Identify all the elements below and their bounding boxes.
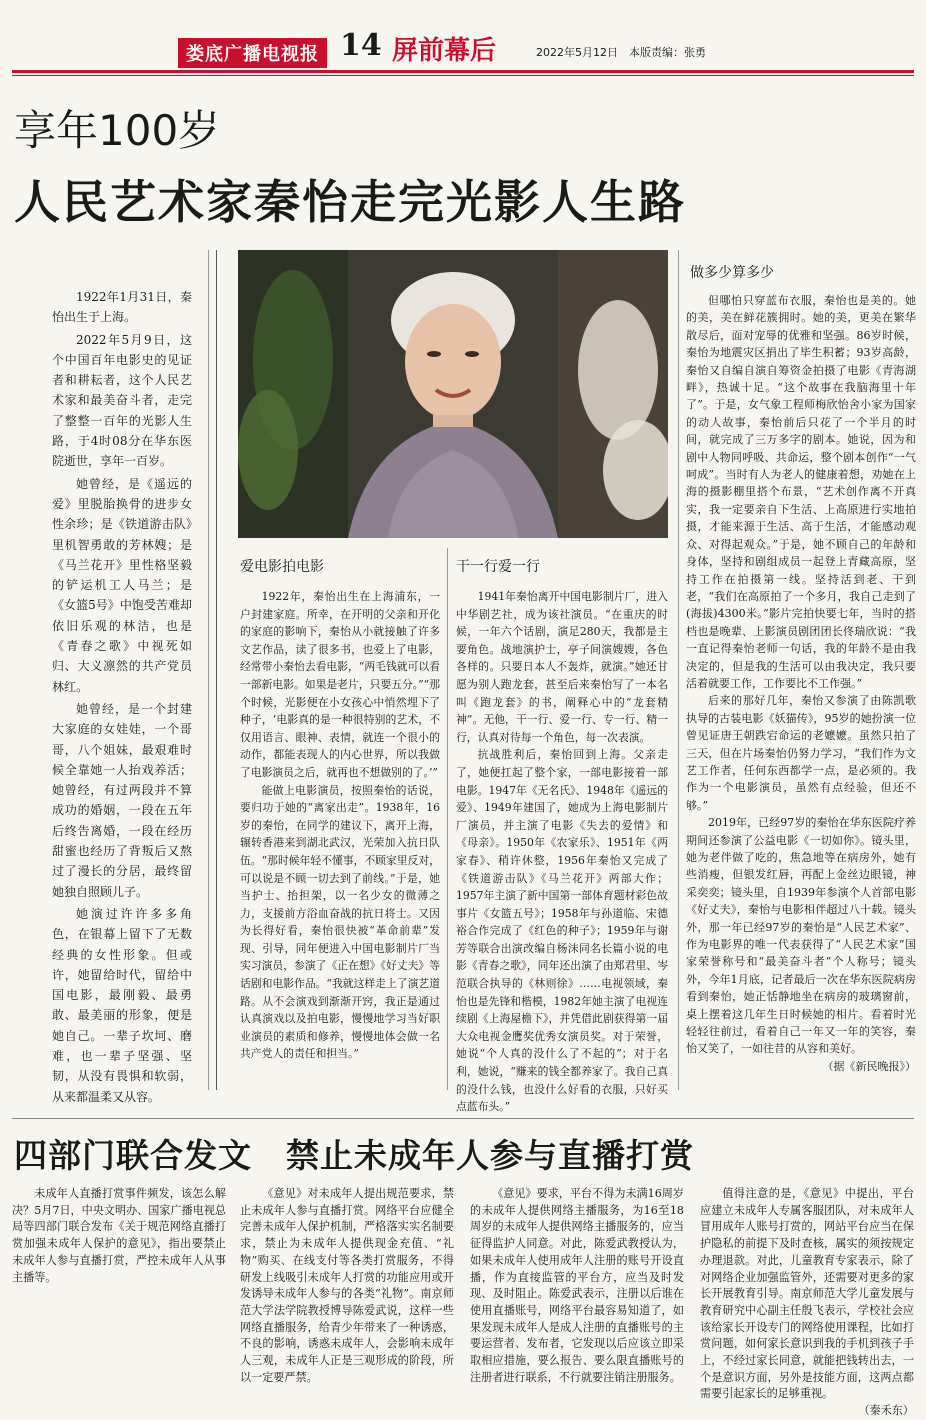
- article-divider: [12, 1118, 914, 1119]
- intro-paragraph: 她曾经，是一个封建大家庭的女娃娃，一个哥哥，八个姐妹，最艰难时候全靠她一人抬戏养活；她曾经，有过两段并不算成功的婚姻，一段在五年后终告离婚，一段在经历甜蜜也经历了背叛后又熬过了漫长的分居，最终留她独自照顾儿子。: [52, 701, 192, 899]
- article2-column-4: [700, 1186, 914, 1420]
- brand-logo: 娄底广播电视报: [178, 38, 327, 68]
- section-title: 屏前幕后: [392, 36, 497, 66]
- article2-column-1: [12, 1186, 226, 1286]
- section-b-title: 干一行爱一行: [456, 559, 540, 575]
- paragraph: 1922年，秦怡出生在上海浦东，一户封建家庭。所幸，在开明的父亲和开化的家庭的影响下，秦怡从小就接触了许多文艺作品，读了很多书，也爱上了电影，经常带小秦怡去看电影，“两毛钱就可以看一部新电影。如果是老片，只要五分。”“那个时候，光影便在小女孩心中悄然埋下了种子，‘电影真的是一种很特别的艺术，不仅用语言、眼神、表情，就连一个很小的动作，都能表现人的内心世界，所以我做了电影演员之后，就再也不想做别的了。’”: [240, 590, 440, 779]
- paragraph: 未成年人直播打赏事件频发，该怎么解决？5月7日，中央文明办、国家广播电视总局等四部门联合发布《关于规范网络直播打赏加强未成年人保护的意见》，指出要禁止未成年人参与直播打赏，严控未成年人从事主播等。: [12, 1187, 226, 1284]
- paragraph: 1941年秦怡离开中国电影制片厂，进入中华剧艺社，成为该社演员。“在重庆的时候，一年六个话剧，演足280天，我都是主要角色。战地演护士，亭子间演嫂嫂，各色各样的。只要日本人不轰炸，就演。”她还甘愿为别人跑龙套，甚至后来秦怡写了一本名叫《跑龙套》的书，阐释心中的“龙套精神”。无他，干一行、爱一行、专一行、精一行，认真对待每一个角色，每一次表演。: [456, 590, 668, 744]
- headline-line2: 人民艺术家秦怡走完光影人生路: [14, 175, 686, 229]
- section-a-body: [240, 588, 440, 1063]
- header-rule-thin: [12, 75, 914, 76]
- column-divider: [216, 250, 217, 1090]
- paragraph: 后来的那好几年，秦怡又参演了由陈凯歌执导的古装电影《妖猫传》，95岁的她扮演一位曾见证唐王朝跌宕命运的老嬷嬷。虽然只拍了三天，但在片场秦怡仍努力学习，“我们作为文艺工作者，任何东西都学一点，是必须的。我作为一个电影演员，虽然有点经验，但还不够。”: [686, 694, 916, 812]
- header-rule: [12, 70, 914, 73]
- paragraph: 能做上电影演员，按照秦怡的话说，要归功于她的“离家出走”。1938年，16岁的秦怡，在同学的建议下，离开上海，辗转香港来到湖北武汉，光荣加入抗日队伍。“那时候年轻不懂事，不顾家里反对，可以说是不顾一切去到了前线。”于是，她当护士、抬担架，以一名少女的微薄之力，支援前方浴血奋战的抗日将士。又因为长得好看，秦怡很快被“革命前辈”发现、引导，同年便进入中国电影制片厂当实习演员，参演了《正在想》《好丈夫》等话剧和电影作品。“我就这样走上了演艺道路。从不会演戏到渐渐开窍，我正是通过认真演戏以及拍电影，慢慢地学习当好职业演员的素质和修养，慢慢地体会做一名共产党人的责任和担当。”: [240, 783, 440, 1061]
- paragraph: 但哪怕只穿蓝布衣服，秦怡也是美的。她的美，美在鲜花簇拥时。她的美，更美在繁华散尽后，面对宠辱的优雅和坚强。86岁时候，秦怡为地震灾区捐出了毕生积蓄；93岁高龄，秦怡又自编自演自筹资金拍摄了电影《青海湖畔》，热诚十足。“这个故事在我脑海里十年了”。于是，女气象工程师梅欣怡舍小家为国家的动人故事，秦怡前后只花了一个半月的时间，就完成了三万多字的剧本。她说，因为和剧中人物同呼吸、共命运，整个剧本创作“一气呵成”。当时有人为老人的健康着想，劝她在上海的摄影棚里搭个布景，“艺术创作离不开真实，我一定要亲自下生活、上高原进行实地拍摄，才能来源于生活、高于生活，才能感动观众、对得起观众。”于是，她不顾自己的年龄和身体，坚持和剧组成员一起登上青藏高原，坚持工作在拍摄第一线。坚持活到老、干到老，“我们在高原拍了一个多月，我自己走到了(海拔)4300米。”影片完拍快要七年，当时的搭档也是晚辈、上影演员剧团团长佟瑞欣说：“我一直记得秦怡老师一句话，我的年龄不是由我决定的，但是我的生活可以由我决定，我只要活着就要工作，工作要比不工作强。”: [686, 294, 916, 690]
- intro-paragraph: 她演过许许多多角色，在银幕上留下了无数经典的女性形象。但或许，她留给时代，留给中国电影，最刚毅、最勇敢、最美丽的形象，便是她自己。一辈子坎坷、磨难，也一辈子坚强、坚韧，从没有畏惧和软弱，从来都温柔又从容。: [52, 906, 192, 1104]
- column-divider: [447, 548, 448, 1090]
- page-number: 14: [340, 28, 382, 63]
- intro-paragraph: 2022年5月9日，这个中国百年电影史的见证者和耕耘者，这个人民艺术家和最美奋斗者，走完了整整一百年的光影人生路，于4时08分在华东医院逝世，享年一百岁。: [52, 332, 192, 469]
- paragraph: 《意见》要求，平台不得为未满16周岁的未成年人提供网络主播服务，为16至18周岁的未成年人提供网络主播服务的，应当征得监护人同意。对此，陈爱武教授认为，如果未成年人使用成年人注册的账号开设直播，作为直接监管的平台方，应当及时发现、及时阻止。陈爱武表示，注册以后谁在使用直播账号，网络平台最容易知道了，如果发现未成年人是成人注册的直播账号的主要运营者、发布者，它发现以后应该立即采取相应措施，要么报告、要么限直播账号的注册者进行联系，不行就要注销注册服务。: [470, 1187, 684, 1384]
- section-c-body: [686, 292, 916, 1075]
- portrait-illustration: [238, 250, 668, 538]
- article2-headline: 四部门联合发文 禁止未成年人参与直播打赏: [14, 1136, 694, 1175]
- masthead: [0, 22, 926, 72]
- section-c-title: 做多少算多少: [690, 265, 774, 281]
- section-a-title: 爱电影拍电影: [240, 559, 324, 575]
- column-divider: [678, 250, 679, 1090]
- article1-credit: （据《新民晚报》）: [822, 1059, 916, 1073]
- paragraph: 2019年，已经97岁的秦怡在华东医院疗养期间还参演了公益电影《一切如你》。镜头里，她为老伴做了吃的，焦急地等在病房外，她有些消瘦，但银发红唇，再配上金丝边眼镜，神采奕奕；镜头里，自1939年参演个人首部电影《好丈夫》，秦怡与电影相伴超过八十载。镜头外，那一年已经97岁的秦怡是“人民艺术家”、作为电影界的唯一代表获得了“人民艺术家”国家荣誉称号和“最美奋斗者”个人称号；镜头外，今年1月底，记者最后一次在华东医院病房看到秦怡，她正恬静地坐在病房的玻璃窗前，桌上摆着这几年生日时候她的相片。看着时光轻轻往前过，看着自己一年又一年的笑容，秦怡又笑了，一如往昔的从容和美好。: [686, 816, 916, 1056]
- intro-column: [52, 287, 192, 1107]
- intro-paragraph: 她曾经，是《遥远的爱》里脱胎换骨的进步女性余珍；是《铁道游击队》里机智勇敢的芳林嫂；是《马兰花开》里性格坚毅的铲运机工人马兰；是《女篮5号》中饱受苦难却依旧乐观的林洁，也是《青春之歌》中视死如归、大义凛然的共产党员林红。: [52, 476, 192, 694]
- article2-credit: （秦禾东）: [858, 1404, 914, 1418]
- portrait-photo: [238, 250, 668, 538]
- paragraph: 《意见》对未成年人提出规范要求，禁止未成年人参与直播打赏。网络平台应健全完善未成年人保护机制，严格落实实名制要求，禁止为未成年人提供现金充值、“礼物”购买、在线支付等各类打赏服务，不得研发上线吸引未成年人打赏的功能应用或开发诱导未成年人参与的各类“礼物”。南京师范大学法学院教授博导陈爱武说，这样一些网络直播服务，给青少年带来了一种诱惑，不良的影响，诱惑未成年人，会影响未成年人三观，未成年人正是三观形成的阶段，所以一定要严禁。: [240, 1187, 454, 1384]
- article2-column-2: [240, 1186, 454, 1386]
- paragraph: 抗战胜利后，秦怡回到上海。父亲走了，她便扛起了整个家，一部电影接着一部电影。1947年《无名氏》、1948年《遥远的爱》、1949年建国了，她成为上海电影制片厂演员，并主演了电影《失去的爱情》和《母亲》。1950年《农家乐》、1951年《两家春》、稍许休整，1956年秦怡又完成了《铁道游击队》《马兰花开》两部大作；1957年主演了新中国第一部体育题材彩色故事片《女篮五号》；1958年与孙道临、宋德裕合作完成了《红色的种子》；1959年与谢芳等联合出演改编自杨沫同名长篇小说的电影《青春之歌》，同年还出演了由郑君里、岑范联合执导的《林则徐》……电视领域，秦怡也是先锋和楷模，1982年她主演了电视连续剧《上海屋檐下》，并凭借此剧获得第一届大众电视金鹰奖优秀女演员奖。对于荣誉，她说“个人真的没什么了不起的”；对于名利，她说，“赚来的钱全都养家了。我自己真的没什么钱，也没什么好看的衣服，只好买点蓝布头。”: [456, 748, 668, 1114]
- article2-column-3: [470, 1186, 684, 1386]
- date-editor: 2022年5月12日 本版责编：张勇: [536, 46, 706, 59]
- intro-paragraph: 1922年1月31日，秦怡出生于上海。: [52, 290, 192, 325]
- paragraph: 值得注意的是，《意见》中提出，平台应建立未成年人专属客服团队，对未成年人冒用成年人账号打赏的，网站平台应当在保护隐私的前提下及时查核，属实的须按规定办理退款。对此，儿童教育专家表示，除了对网络企业加强监管外，还需要对更多的家长开展教育引导。南京师范大学儿童发展与教育研究中心副主任殷飞表示，学校社会应该给家长开设专门的网络使用课程，比如打赏问题，如何家长意识到我的手机到孩子手上，不经过家长同意，就能把钱转出去，一个是意识方面，另外是技能方面，这两点都需要引起家长的足够重视。: [700, 1187, 914, 1401]
- column-divider: [208, 250, 209, 1090]
- section-b-body: [456, 588, 668, 1116]
- headline-line1: 享年100岁: [14, 106, 221, 155]
